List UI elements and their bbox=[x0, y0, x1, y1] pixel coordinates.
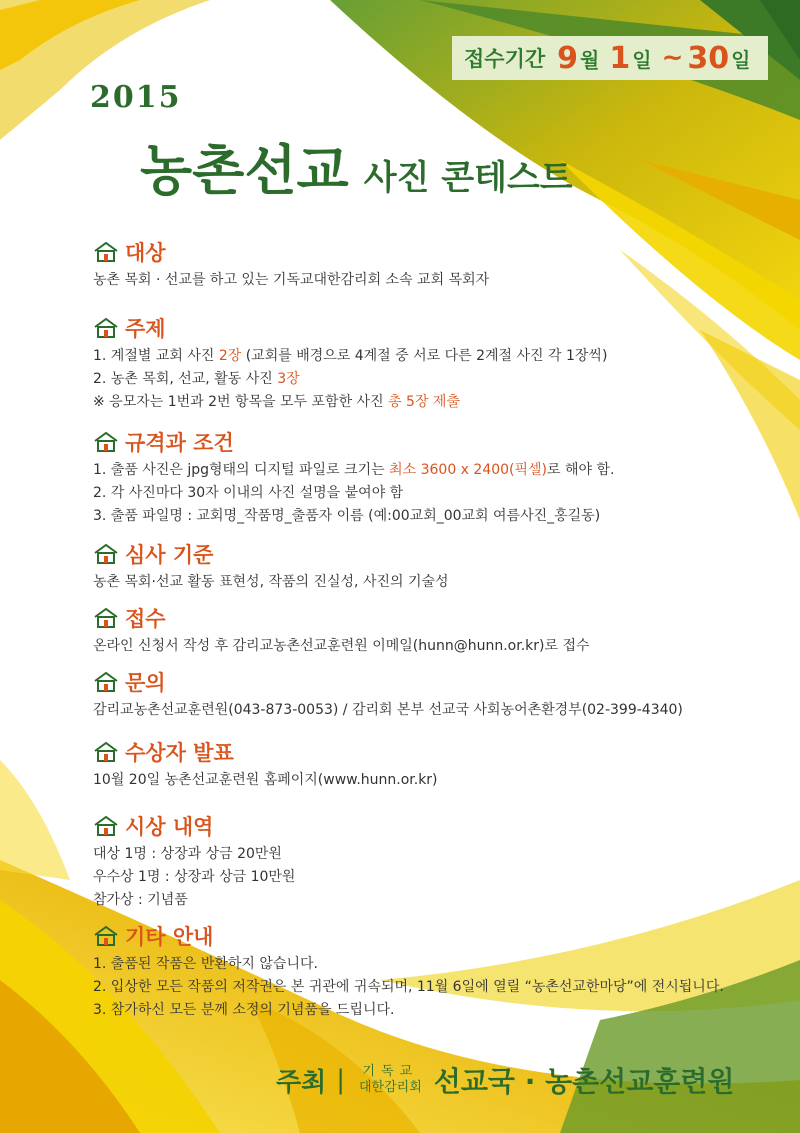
line-text: 1. 계절별 교회 사진 bbox=[93, 348, 219, 364]
period-month-unit: 월 bbox=[580, 47, 600, 72]
section-line bbox=[93, 769, 773, 792]
section-header bbox=[93, 922, 773, 950]
section-line bbox=[93, 635, 773, 658]
section-header bbox=[93, 604, 773, 632]
section-8 bbox=[93, 922, 773, 1022]
line-text: 참가상 : 기념품 bbox=[93, 892, 188, 908]
house-icon bbox=[93, 607, 119, 629]
section-title: 접수 bbox=[125, 606, 166, 631]
section-header bbox=[93, 668, 773, 696]
section-title: 시상 내역 bbox=[125, 814, 214, 839]
section-line bbox=[93, 571, 773, 594]
line-text: 농촌 목회·선교 활동 표현성, 작품의 진실성, 사진의 기술성 bbox=[93, 574, 449, 590]
section-line bbox=[93, 699, 773, 722]
org-small-name bbox=[359, 1064, 422, 1096]
section-title: 대상 bbox=[125, 240, 166, 265]
line-text: 3. 출품 파일명 : 교회명_작품명_출품자 이름 (예:00교회_00교회 여름사진_홍길동) bbox=[93, 508, 601, 524]
line-text: 온라인 신청서 작성 후 감리교농촌선교훈련원 이메일(hunn@hunn.or.kr)로 접수 bbox=[93, 638, 590, 654]
section-header bbox=[93, 812, 773, 840]
line-text: 우수상 1명 : 상장과 상금 10만원 bbox=[93, 869, 296, 885]
line-text: 2. 농촌 목회, 선교, 활동 사진 bbox=[93, 371, 278, 387]
section-5 bbox=[93, 668, 773, 722]
section-line bbox=[93, 482, 773, 505]
period-month: 9 bbox=[557, 40, 579, 76]
house-icon bbox=[93, 241, 119, 263]
section-line bbox=[93, 976, 773, 999]
section-line bbox=[93, 459, 773, 482]
section-line bbox=[93, 391, 773, 414]
title-main: 농촌선교 bbox=[140, 138, 349, 202]
highlight-text: 3장 bbox=[277, 371, 300, 387]
period-day-start: 1 bbox=[609, 40, 631, 76]
section-1 bbox=[93, 314, 773, 414]
line-text: 1. 출품된 작품은 반환하지 않습니다. bbox=[93, 956, 318, 972]
footer-host bbox=[276, 1060, 734, 1100]
section-4 bbox=[93, 604, 773, 658]
period-tilde: ~ bbox=[661, 43, 684, 73]
org-big-name: 선교국 · 농촌선교훈련원 bbox=[433, 1065, 735, 1098]
section-title: 주제 bbox=[125, 316, 166, 341]
section-title: 문의 bbox=[125, 670, 166, 695]
line-text: (교회를 배경으로 4계절 중 서로 다른 2계절 사진 각 1장씩) bbox=[241, 348, 608, 364]
org-small-line1: 기독교 bbox=[362, 1064, 419, 1079]
section-line bbox=[93, 866, 773, 889]
host-separator: | bbox=[336, 1065, 345, 1095]
section-title: 심사 기준 bbox=[125, 542, 214, 567]
line-text: 농촌 목회 · 선교를 하고 있는 기독교대한감리회 소속 교회 목회자 bbox=[93, 272, 490, 288]
line-text: 감리교농촌선교훈련원(043-873-0053) / 감리회 본부 선교국 사회농어촌환경부(02-399-4340) bbox=[93, 702, 683, 718]
line-text: 3. 참가하신 모든 분께 소정의 기념품을 드립니다. bbox=[93, 1002, 395, 1018]
section-line bbox=[93, 843, 773, 866]
section-header bbox=[93, 428, 773, 456]
house-icon bbox=[93, 925, 119, 947]
poster-year: 2015 bbox=[90, 80, 182, 115]
house-icon bbox=[93, 815, 119, 837]
title-sub: 사진 콘테스트 bbox=[363, 158, 573, 198]
line-text: 10월 20일 농촌선교훈련원 홈페이지(www.hunn.or.kr) bbox=[93, 772, 438, 788]
section-line bbox=[93, 269, 773, 292]
section-title: 기타 안내 bbox=[125, 924, 214, 949]
section-line bbox=[93, 505, 773, 528]
line-text: 2. 각 사진마다 30자 이내의 사진 설명을 붙여야 함 bbox=[93, 485, 404, 501]
line-text: 로 해야 함. bbox=[547, 462, 615, 478]
highlight-text: 최소 3600 x 2400(픽셀) bbox=[389, 462, 548, 478]
house-icon bbox=[93, 741, 119, 763]
section-line bbox=[93, 889, 773, 912]
section-header bbox=[93, 540, 773, 568]
section-3 bbox=[93, 540, 773, 594]
house-icon bbox=[93, 543, 119, 565]
org-small-line2: 대한감리회 bbox=[359, 1080, 422, 1095]
period-day-end-unit: 일 bbox=[731, 47, 751, 72]
house-icon bbox=[93, 431, 119, 453]
line-text: 1. 출품 사진은 jpg형태의 디지털 파일로 크기는 bbox=[93, 462, 390, 478]
section-title: 수상자 발표 bbox=[125, 740, 234, 765]
host-label: 주최 bbox=[276, 1067, 327, 1098]
section-header bbox=[93, 314, 773, 342]
section-line bbox=[93, 953, 773, 976]
section-2 bbox=[93, 428, 773, 528]
highlight-text: 총 5장 제출 bbox=[388, 394, 460, 410]
period-day-end: 30 bbox=[687, 40, 730, 76]
section-header bbox=[93, 238, 773, 266]
section-header bbox=[93, 738, 773, 766]
submission-period-box bbox=[452, 36, 768, 80]
house-icon bbox=[93, 671, 119, 693]
period-day-start-unit: 일 bbox=[632, 47, 652, 72]
section-line bbox=[93, 345, 773, 368]
section-0 bbox=[93, 238, 773, 292]
highlight-text: 2장 bbox=[218, 348, 242, 364]
section-6 bbox=[93, 738, 773, 792]
section-title: 규격과 조건 bbox=[125, 430, 234, 455]
section-line bbox=[93, 999, 773, 1022]
poster-title bbox=[140, 128, 573, 205]
line-text: 대상 1명 : 상장과 상금 20만원 bbox=[93, 846, 282, 862]
section-line bbox=[93, 368, 773, 391]
house-icon bbox=[93, 317, 119, 339]
period-label: 접수기간 bbox=[464, 47, 546, 71]
line-text: ※ 응모자는 1번과 2번 항목을 모두 포함한 사진 bbox=[93, 394, 389, 410]
section-7 bbox=[93, 812, 773, 912]
line-text: 2. 입상한 모든 작품의 저작권은 본 귀관에 귀속되며, 11월 6일에 열릴 “농촌선교한마당”에 전시됩니다. bbox=[93, 979, 724, 995]
